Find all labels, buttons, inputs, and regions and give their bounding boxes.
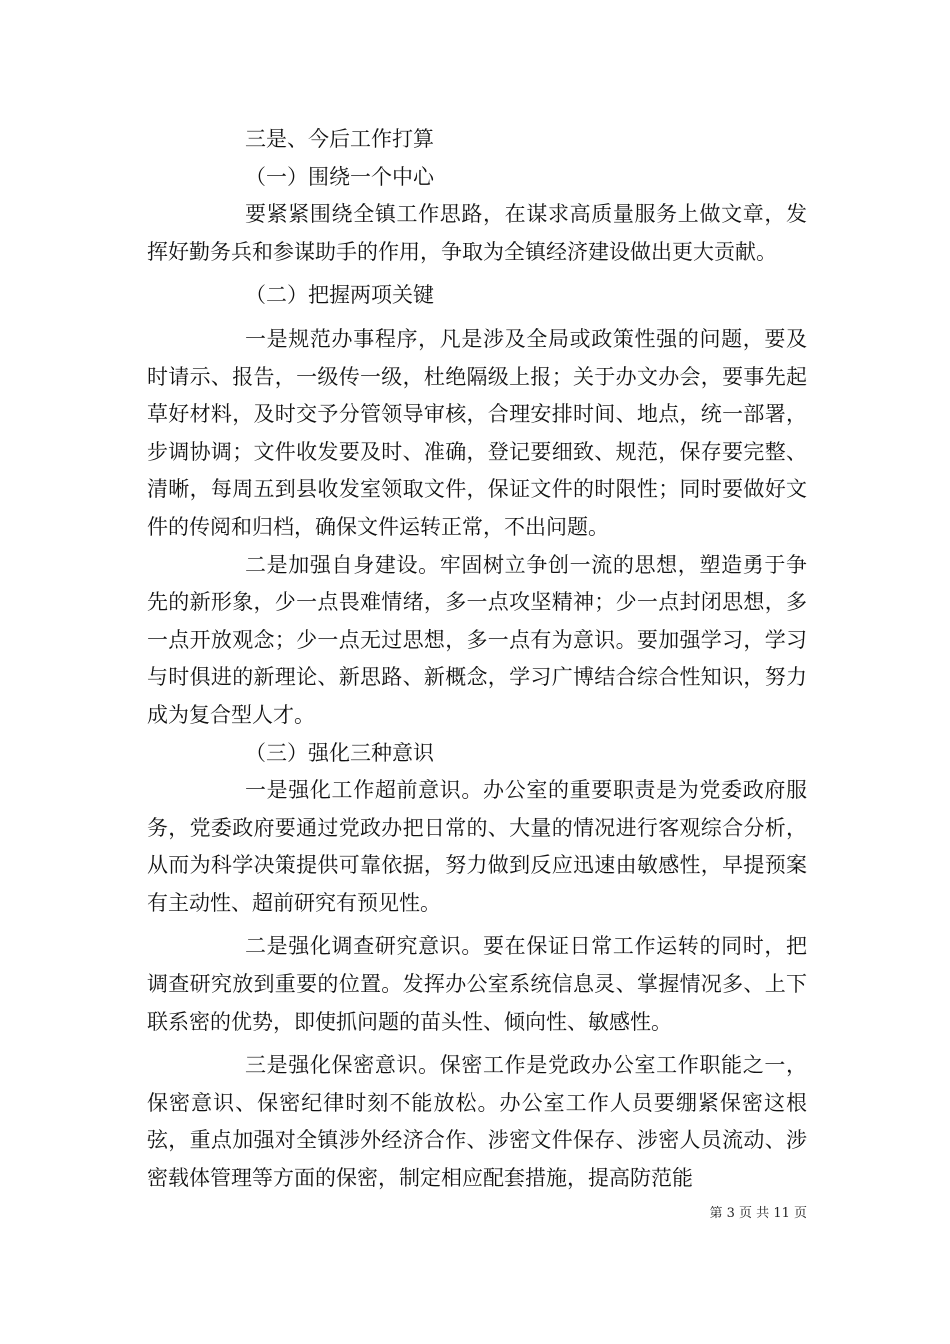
subsection-heading: （二）把握两项关键 — [245, 283, 434, 308]
page-number-footer: 第 3 页 共 11 页 — [709, 1206, 807, 1221]
subsection-heading: （三）强化三种意识 — [245, 740, 434, 765]
body-paragraph: 三是强化保密意识。保密工作是党政办公室工作职能之一，保密意识、保密纪律时刻不能放松。办公室工作人员要绷紧保密这根弦，重点加强对全镇涉外经济合作、涉密文件保存、涉密人员流动、涉密载体管理等方面的保密，制定相应配套措施，提高防范能 — [147, 1053, 807, 1191]
document-body — [147, 121, 807, 1198]
body-paragraph: 二是加强自身建设。牢固树立争创一流的思想，塑造勇于争先的新形象，少一点畏难情绪，多一点攻坚精神；少一点封闭思想，多一点开放观念；少一点无过思想，多一点有为意识。要加强学习，学习与时俱进的新理论、新思路、新概念，学习广博结合综合性知识，努力成为复合型人才。 — [147, 552, 807, 727]
body-paragraph: 一是规范办事程序，凡是涉及全局或政策性强的问题，要及时请示、报告，一级传一级，杜绝隔级上报；关于办文办会，要事先起草好材料，及时交予分管领导审核，合理安排时间、地点，统一部署，步调协调；文件收发要及时、准确，登记要细致、规范，保存要完整、清晰，每周五到县收发室领取文件，保证文件的时限性；同时要做好文件的传阅和归档，确保文件运转正常，不出问题。 — [147, 326, 807, 539]
body-paragraph: 二是强化调查研究意识。要在保证日常工作运转的同时，把调查研究放到重要的位置。发挥办公室系统信息灵、掌握情况多、上下联系密的优势，即使抓问题的苗头性、倾向性、敏感性。 — [147, 934, 807, 1034]
subsection-heading: （一）围绕一个中心 — [245, 164, 434, 189]
body-paragraph: 一是强化工作超前意识。办公室的重要职责是为党委政府服务，党委政府要通过党政办把日常的、大量的情况进行客观综合分析，从而为科学决策提供可靠依据，努力做到反应迅速由敏感性，早提预案有主动性、超前研究有预见性。 — [147, 778, 807, 915]
body-paragraph: 要紧紧围绕全镇工作思路，在谋求高质量服务上做文章，发挥好勤务兵和参谋助手的作用，争取为全镇经济建设做出更大贡献。 — [147, 202, 807, 264]
section-heading: 三是、今后工作打算 — [245, 127, 434, 151]
